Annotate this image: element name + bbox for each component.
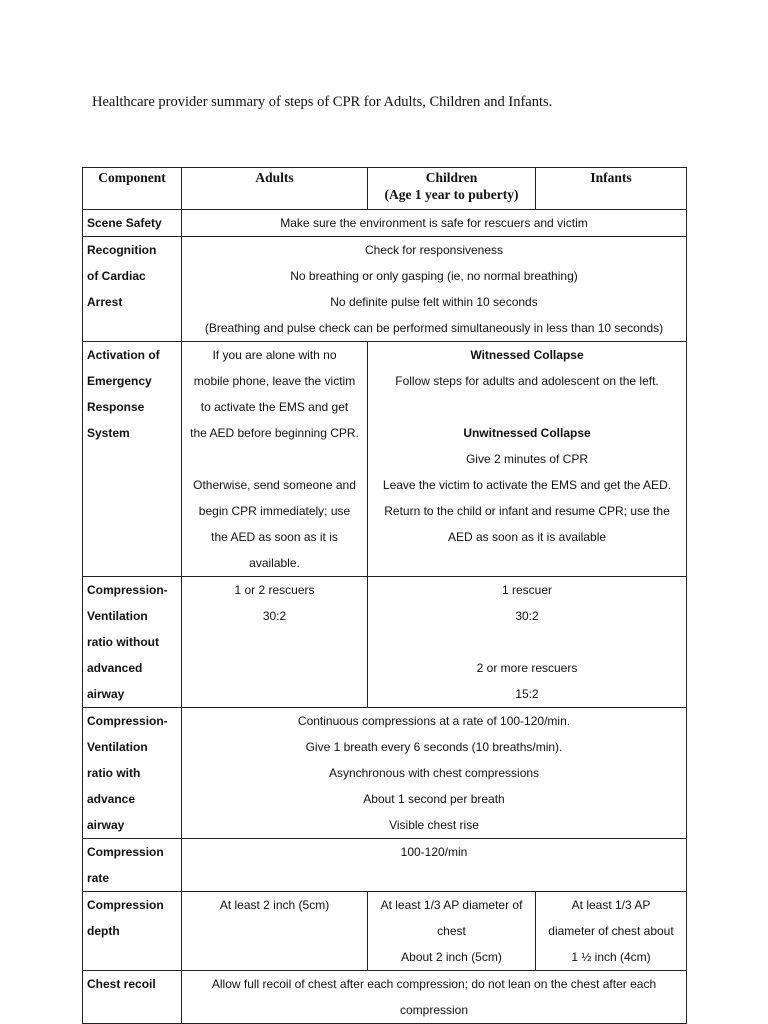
label-line: Ventilation [87,740,148,754]
header-children [368,168,536,210]
table-row-activation [83,342,687,577]
text-line: the AED before beginning CPR. [190,426,359,440]
spacer [186,446,363,472]
table-row-ratio-with-airway [83,708,687,839]
label-line: System [87,426,130,440]
header-adults: Adults [182,168,368,210]
ratio-no-airway-children-infants [368,577,687,708]
label-line: ratio without [87,635,159,649]
table-row-ratio-no-airway [83,577,687,708]
text-line: About 2 inch (5cm) [401,950,502,964]
label-line: airway [87,818,125,832]
label-line: advance [87,792,136,806]
chest-recoil-text [182,971,687,1024]
text-line: 15:2 [515,687,539,701]
text-line: At least 1/3 AP diameter of [380,898,523,912]
row-label-scene-safety: Scene Safety [83,210,182,237]
table-row-chest-recoil [83,971,687,1024]
spacer [372,629,682,655]
text-line: 30:2 [262,609,287,623]
compression-depth-infants [536,892,687,971]
text-line: AED as soon as it is available [447,530,607,544]
text-line: 30:2 [515,609,539,623]
header-children-label: Children [425,170,478,185]
text-line: Follow steps for adults and adolescent on the left. [395,374,659,388]
header-infants: Infants [536,168,687,210]
text-line: Asynchronous with chest compressions [328,766,540,780]
text-line: No breathing or only gasping (ie, no normal breathing) [290,269,578,283]
text-line: At least 1/3 AP [571,898,651,912]
row-label-compression-depth [83,892,182,971]
table-row-recognition [83,237,687,342]
text-line: Otherwise, send someone and [193,478,356,492]
text-line: 100-120/min [400,845,468,859]
text-line: Continuous compressions at a rate of 100-120/min. [297,714,571,728]
text-line: About 1 second per breath [363,792,505,806]
label-line: ratio with [87,766,141,780]
label-line: Chest recoil [87,977,156,991]
row-label-chest-recoil [83,971,182,1024]
activation-children-infants [368,342,687,577]
text-line: begin CPR immediately; use [198,504,351,518]
text-line: If you are alone with no [212,348,337,362]
text-line: Return to the child or infant and resume CPR; use the [384,504,670,518]
text-line: 1 or 2 rescuers [234,583,315,597]
table-header-row [83,168,687,210]
label-line: Activation of [87,348,160,362]
label-line: advanced [87,661,143,675]
text-line: (Breathing and pulse check can be performed simultaneously in less than 10 seconds) [204,321,664,335]
row-label-ratio-no-airway [83,577,182,708]
label-line: Compression [87,898,164,912]
row-label-recognition [83,237,182,342]
scene-safety-text: Make sure the environment is safe for rescuers and victim [182,210,687,237]
table-row-compression-rate [83,839,687,892]
text-line: to activate the EMS and get [200,400,349,414]
compression-rate-text [182,839,687,892]
text-line: 1 rescuer [501,583,553,597]
ratio-no-airway-adults [182,577,368,708]
label-line: Recognition [87,243,157,257]
text-line: 2 or more rescuers [476,661,578,675]
text-line: mobile phone, leave the victim [193,374,356,388]
recognition-text [182,237,687,342]
witnessed-collapse-heading: Witnessed Collapse [470,348,584,362]
table-row-scene-safety [83,210,687,237]
label-line: Response [87,400,145,414]
text-line: available. [249,556,300,570]
compression-depth-children [368,892,536,971]
ratio-with-airway-text [182,708,687,839]
label-line: of Cardiac [87,269,146,283]
activation-adults [182,342,368,577]
text-line: Check for responsiveness [364,243,504,257]
label-line: Compression- [87,714,168,728]
cpr-summary-table [82,167,687,1024]
compression-depth-adults [182,892,368,971]
text-line: chest [437,924,466,938]
text-line: Visible chest rise [389,818,479,832]
row-label-activation [83,342,182,577]
text-line: Allow full recoil of chest after each compression; do not lean on the chest after each [211,977,657,991]
label-line: Compression- [87,583,168,597]
text-line: diameter of chest about [548,924,674,938]
text-line: Leave the victim to activate the EMS and get the AED. [382,478,672,492]
text-line: 1 ½ inch (4cm) [571,950,651,964]
row-label-compression-rate [83,839,182,892]
label-line: depth [87,924,120,938]
spacer [372,394,682,420]
text-line: the AED as soon as it is [211,530,338,544]
label-line: Ventilation [87,609,148,623]
text-line: Give 2 minutes of CPR [465,452,589,466]
label-line: Emergency [87,374,152,388]
text-line: compression [399,1003,469,1017]
header-component: Component [83,168,182,210]
text-line: No definite pulse felt within 10 seconds [330,295,538,309]
header-children-age: (Age 1 year to puberty) [384,187,519,202]
label-line: Arrest [87,295,123,309]
text-line: At least 2 inch (5cm) [219,898,330,912]
label-line: airway [87,687,125,701]
row-label-ratio-with-airway [83,708,182,839]
table-row-compression-depth [83,892,687,971]
text-line: Give 1 breath every 6 seconds (10 breaths/min). [305,740,563,754]
document-title: Healthcare provider summary of steps of CPR for Adults, Children and Infants. [92,94,553,110]
label-line: rate [87,871,110,885]
unwitnessed-collapse-heading: Unwitnessed Collapse [463,426,591,440]
label-line: Compression [87,845,164,859]
